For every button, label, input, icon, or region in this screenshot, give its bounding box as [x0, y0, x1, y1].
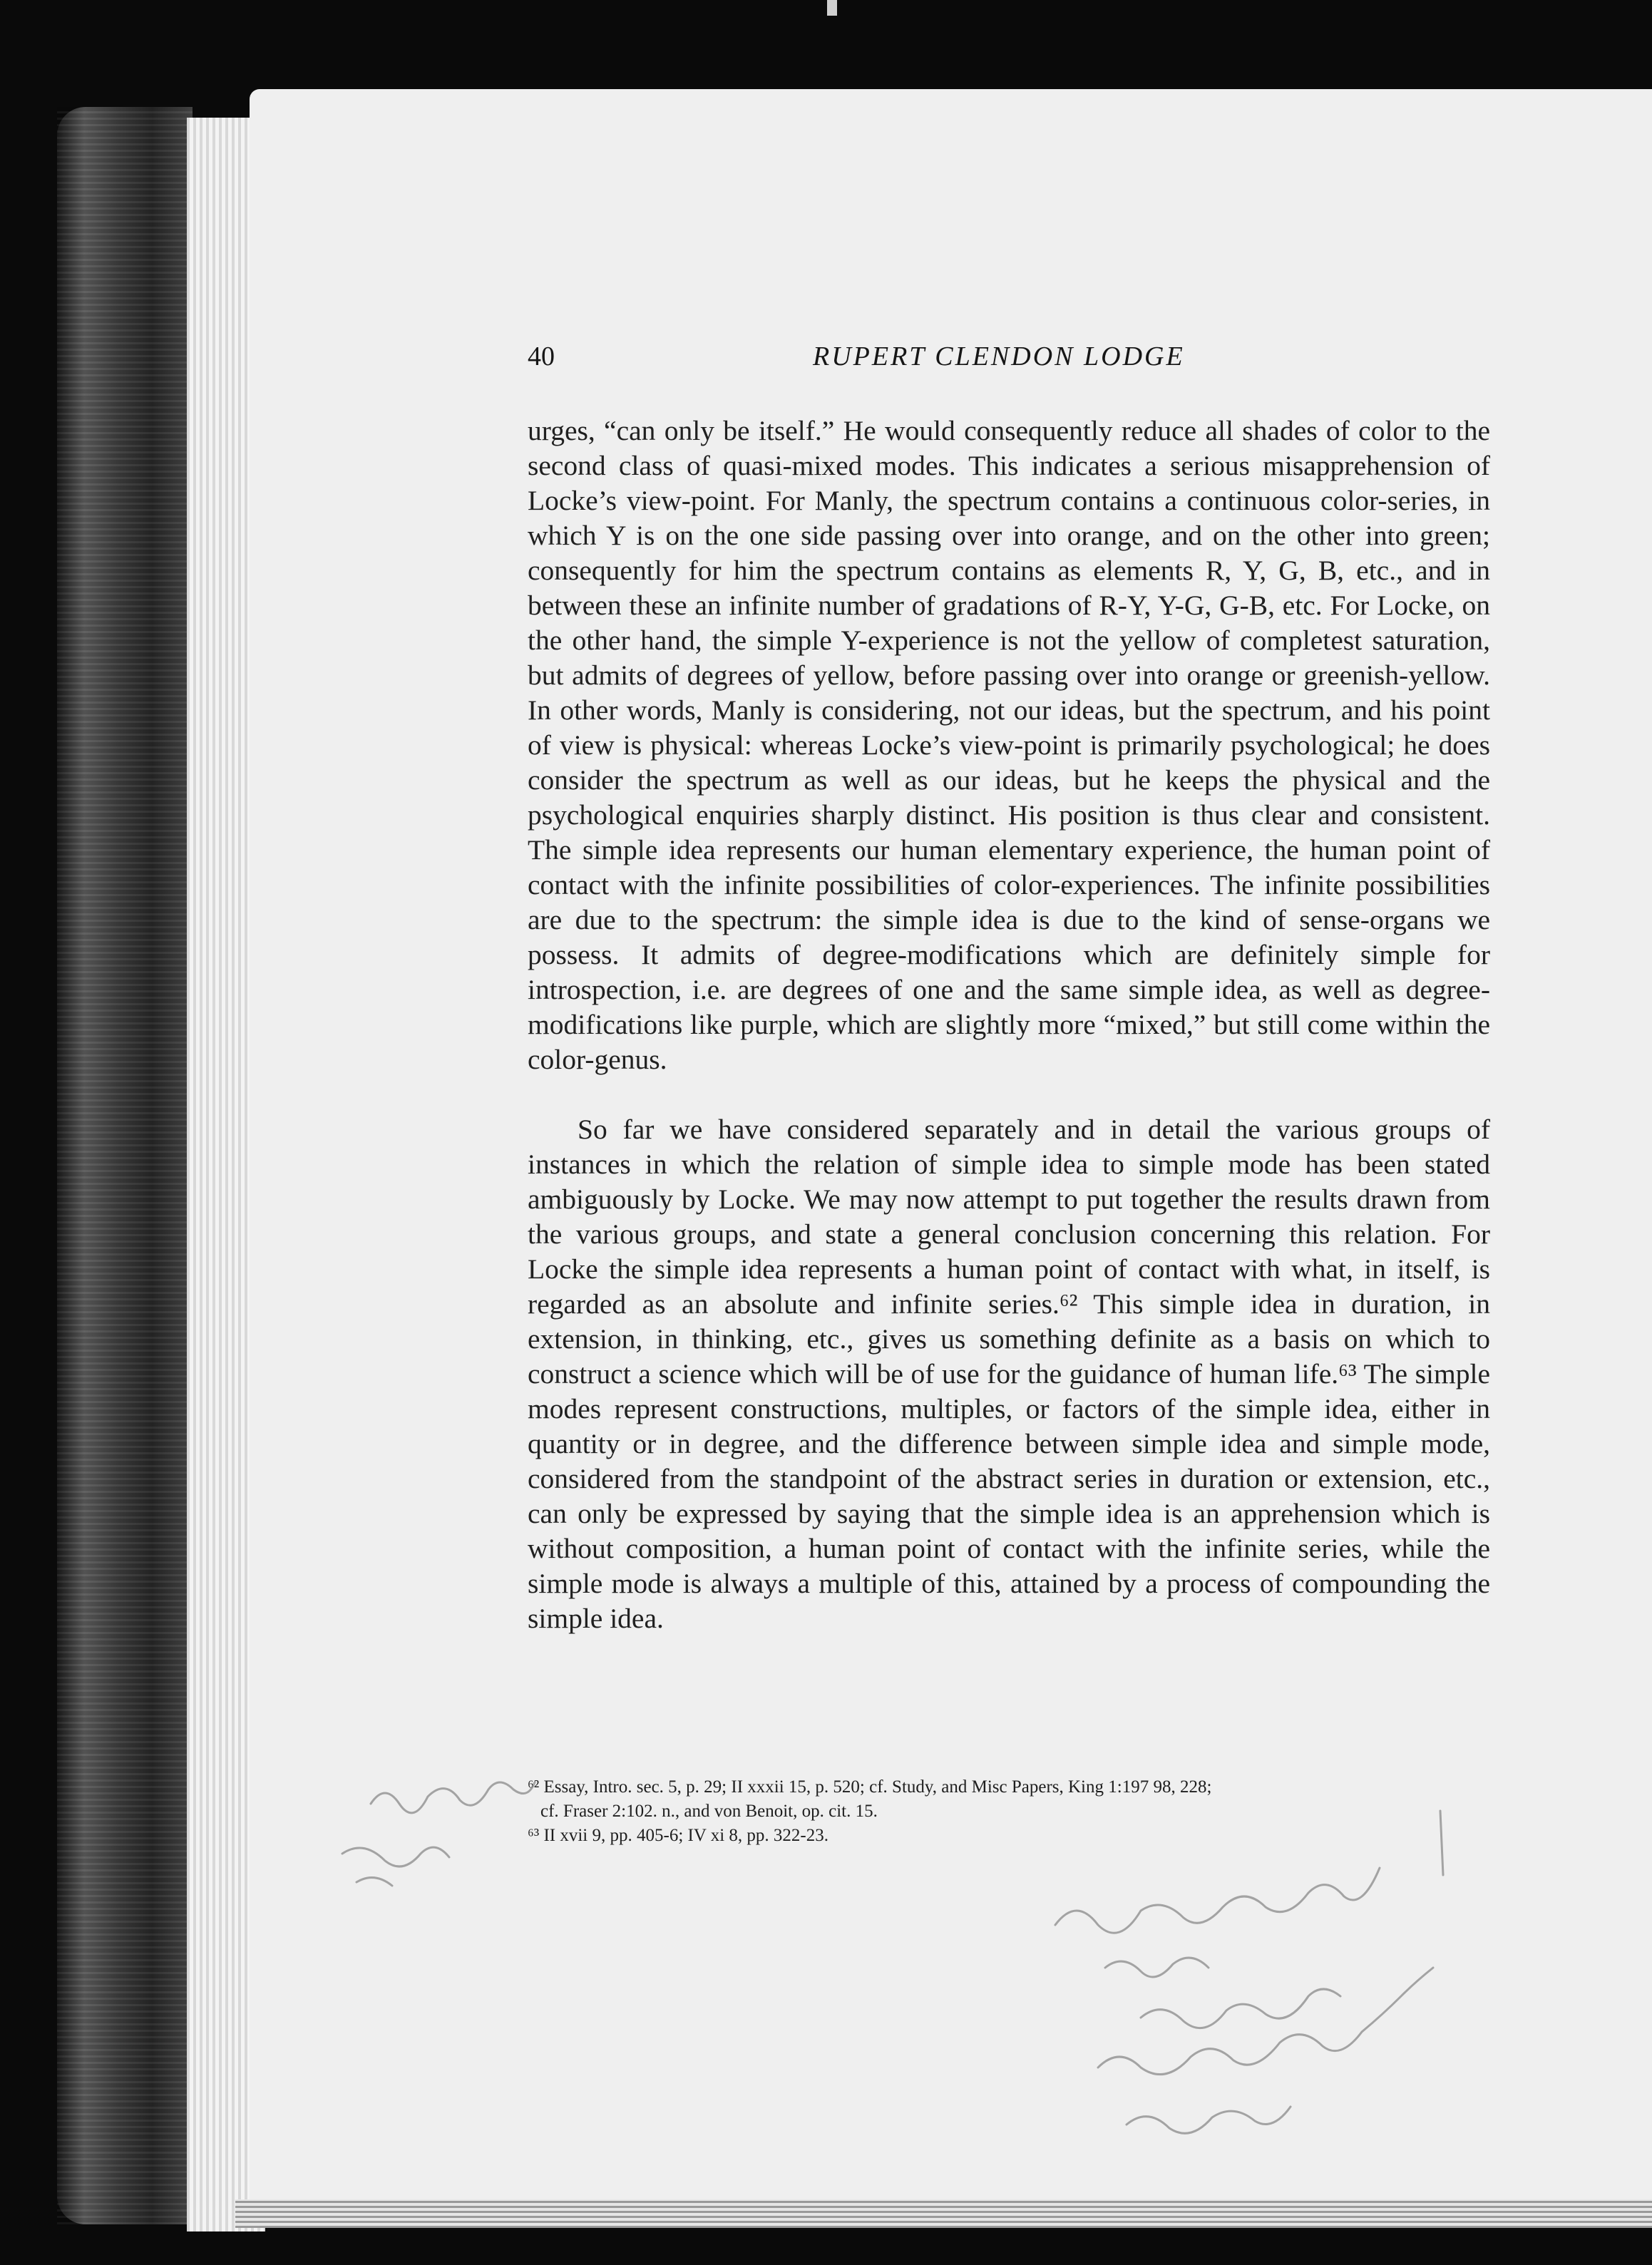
page-bottom-edge: [235, 2199, 1652, 2228]
page-header: [528, 341, 1298, 384]
page-number: 40: [528, 341, 555, 371]
footnote-63: ⁶³ II xvii 9, pp. 405-6; IV xi 8, pp. 322-23.: [528, 1826, 828, 1845]
handwritten-annotation: [328, 1754, 1611, 2153]
scan-artifact: [827, 0, 837, 16]
book-spine: [57, 107, 193, 2224]
paragraph-1: urges, “can only be itself.” He would consequently reduce all shades of color to the second class of quasi-mixed modes. This indicates a serious misapprehension of Locke’s view-point. For Manly, the spectrum contains a continuous color-series, in which Y is on the one side passing over into orange, and on the other into green; consequently for him the spectrum contains as elements R, Y, G, B, etc., and in between these an infinite number of gradations of R-Y, Y-G, G-B, etc. For Locke, on the other hand, the simple Y-experience is not the yellow of completest saturation, but admits of degrees of yellow, before passing over into orange or greenish-yellow. In other words, Manly is considering, not our ideas, but the spectrum, and his point of view is physical: whereas Locke’s view-point is primarily psychological; he does consider the spectrum as well as our ideas, but he keeps the physical and the psychological enquiries sharply distinct. His position is thus clear and consistent. The simple idea represents our human elementary experience, the human point of contact with the infinite possibilities of color-experiences. The infinite possibilities are due to the spectrum: the simple idea is due to the kind of sense-organs we possess. It admits of degree-modifications which are definitely simple for introspection, i.e. are degrees of one and the same simple idea, as well as degree-modifications like purple, which are slightly more “mixed,” but still come within the color-genus.: [528, 415, 1490, 1075]
footnote-62: ⁶² Essay, Intro. sec. 5, p. 29; II xxxii 15, p. 520; cf. Study, and Misc Papers, King 1:197 98, 228;: [528, 1777, 1212, 1797]
running-title: RUPERT CLENDON LODGE: [813, 341, 1185, 371]
paragraph-2: So far we have considered separately and in detail the various groups of instances in which the relation of simple idea to simple mode has been stated ambiguously by Locke. We may now attempt to put together the results drawn from the various groups, and state a general conclusion concerning this relation. For Locke the simple idea represents a human point of contact with what, in itself, is regarded as an absolute and infinite series.⁶² This simple idea in duration, in extension, in thinking, etc., gives us something definite as a basis on which to construct a science which will be of use for the guidance of human life.⁶³ The simple modes represent constructions, multiples, or factors of the simple idea, either in quantity or in degree, and the difference between simple idea and simple mode, considered from the standpoint of the abstract series in duration or extension, etc., can only be expressed by saying that the simple idea is an apprehension which is without composition, a human point of contact with the infinite series, while the simple mode is always a multiple of this, attained by a process of compounding the simple idea.: [528, 1114, 1490, 1634]
body-text: [528, 414, 1490, 1636]
footnote-62-continued: cf. Fraser 2:102. n., and von Benoit, op. cit. 15.: [540, 1802, 878, 1821]
